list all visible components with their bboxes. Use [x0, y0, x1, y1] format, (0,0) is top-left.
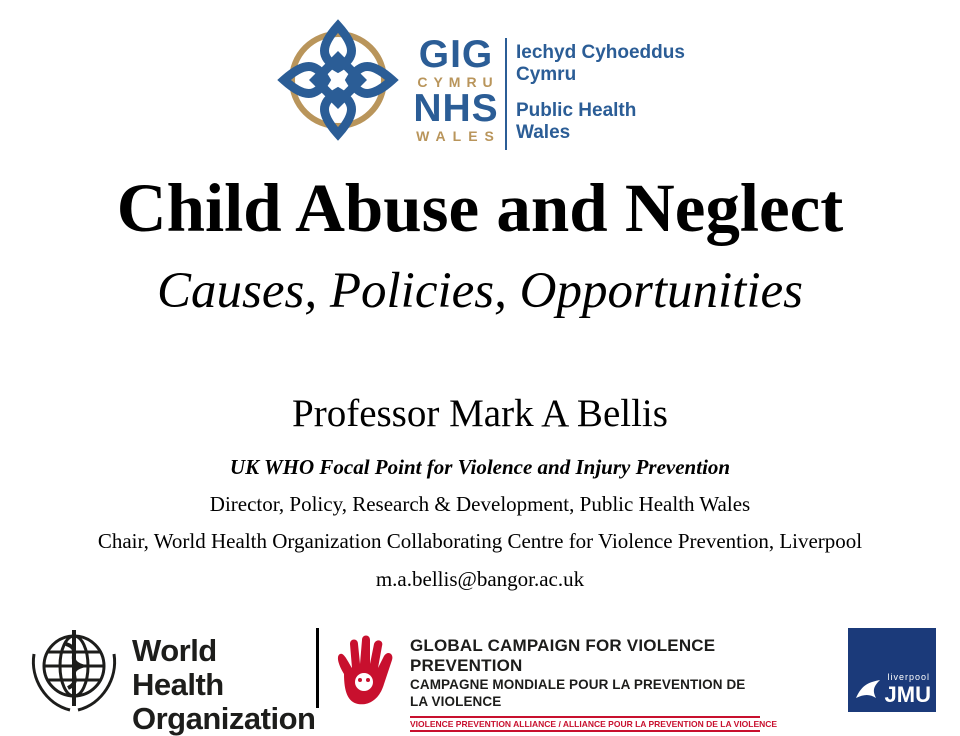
who-line-2: Organization [132, 701, 316, 736]
org-welsh-line-1: Iechyd Cyhoeddus [516, 42, 685, 63]
wales-text: WALES [416, 128, 501, 144]
org-welsh-line-2: Cymru [516, 64, 577, 85]
cymru-text: CYMRU [417, 74, 499, 90]
presenter-name: Professor Mark A Bellis [292, 392, 668, 435]
campaign-english: GLOBAL CAMPAIGN FOR VIOLENCE PREVENTION [410, 636, 716, 675]
campaign-french: CAMPAGNE MONDIALE POUR LA PREVENTION DE LA VIOLENCE [410, 677, 746, 709]
presenter-email: m.a.bellis@bangor.ac.uk [375, 567, 585, 591]
logo-divider [505, 38, 507, 150]
gig-text: GIG [418, 33, 494, 76]
liver-bird-icon [854, 678, 884, 702]
org-english-line-1: Public Health [516, 100, 637, 121]
who-line-1: World Health [132, 633, 224, 702]
role-director: Director, Policy, Research & Development, Public Health Wales [209, 492, 751, 516]
organisation-names [516, 42, 685, 144]
ljmu-jmu-text: JMU [884, 682, 931, 707]
ljmu-logo [848, 628, 936, 712]
celtic-knot-icon [276, 18, 400, 142]
slide-title: Child Abuse and Neglect [116, 170, 844, 246]
role-who-focal-point: UK WHO Focal Point for Violence and Injury Prevention [229, 455, 731, 479]
public-health-wales-logo [276, 18, 696, 142]
slide-subtitle: Causes, Policies, Opportunities [157, 263, 803, 319]
footer-divider [316, 628, 319, 708]
role-chair: Chair, World Health Organization Collaborating Centre for Violence Prevention, Liverpool [97, 529, 863, 553]
who-wordmark [132, 634, 316, 736]
org-english-line-2: Wales [516, 122, 571, 143]
red-hand-icon [330, 634, 398, 708]
alliance-banner: VIOLENCE PREVENTION ALLIANCE / ALLIANCE POUR LA PREVENTION DE LA VIOLENCE [410, 716, 760, 732]
who-emblem-icon [26, 624, 122, 714]
who-logo [26, 624, 316, 736]
violence-prevention-campaign-logo [410, 636, 778, 732]
ljmu-liverpool-text: liverpool [887, 672, 930, 682]
nhs-wales-wordmark [406, 33, 506, 144]
nhs-text: NHS [413, 87, 499, 130]
